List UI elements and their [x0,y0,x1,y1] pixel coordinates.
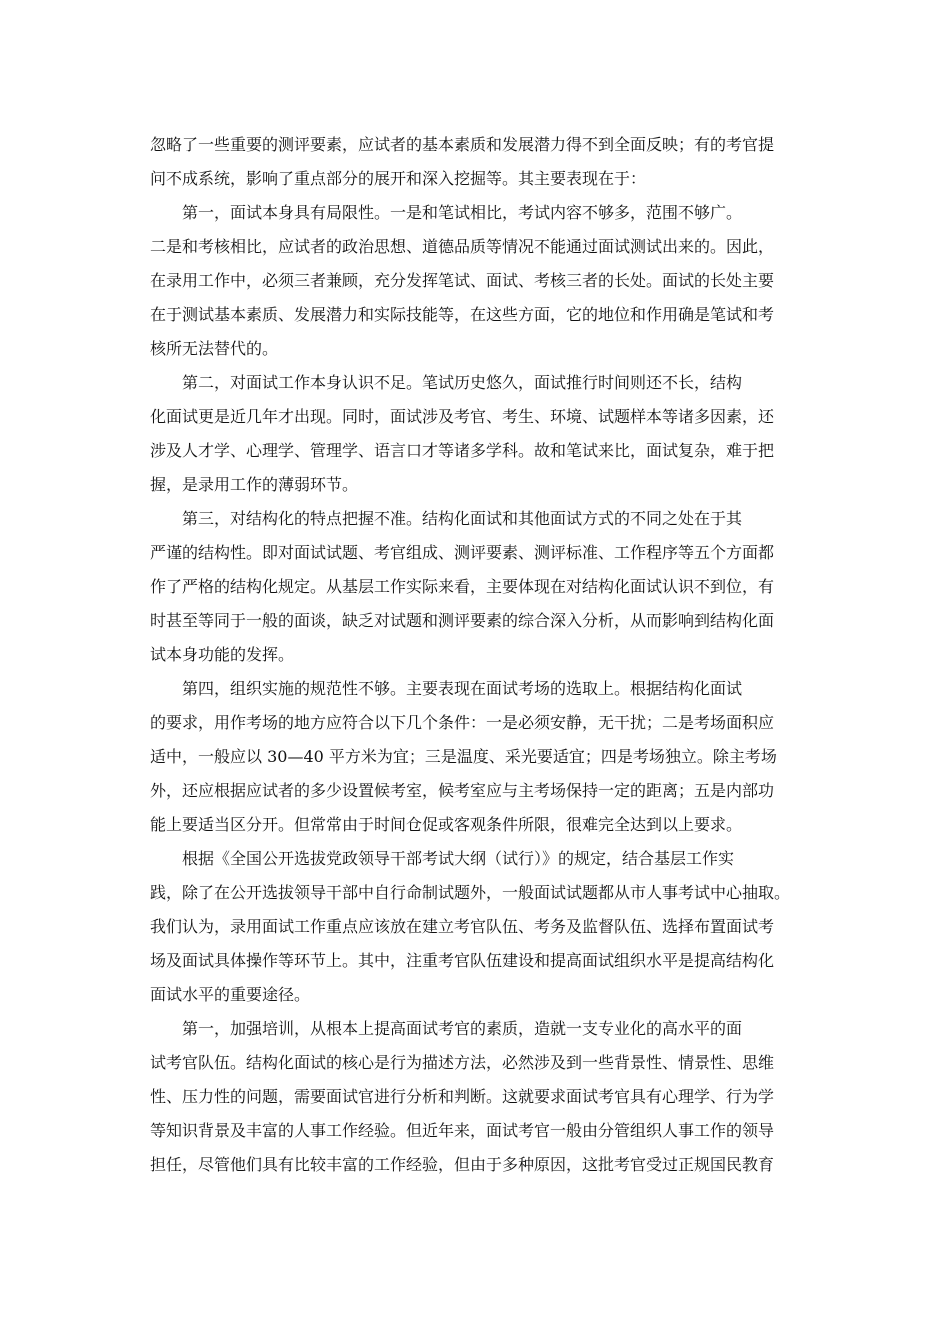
text-line: 第二，对面试工作本身认识不足。笔试历史悠久，面试推行时间则还不长，结构 [150,373,743,392]
text-line: 握，是录用工作的薄弱环节。 [150,475,359,494]
text-line: 时甚至等同于一般的面谈，缺乏对试题和测评要素的综合深入分析，从而影响到结构化面 [150,611,775,630]
text-line: 我们认为，录用面试工作重点应该放在建立考官队伍、考务及监督队伍、选择布置面试考 [150,917,775,936]
text-line: 二是和考核相比，应试者的政治思想、道德品质等情况不能通过面试测试出来的。因此， [150,237,775,256]
text-line: 试考官队伍。结构化面试的核心是行为描述方法，必然涉及到一些背景性、情景性、思维 [150,1053,775,1072]
text-line: 第一，加强培训，从根本上提高面试考官的素质，造就一支专业化的高水平的面 [150,1019,743,1038]
text-line: 根据《全国公开选拔党政领导干部考试大纲（试行）》的规定，结合基层工作实 [150,849,735,868]
paragraph-7 [150,1012,802,1182]
text-line: 第一，面试本身具有局限性。一是和笔试相比，考试内容不够多，范围不够广。 [150,203,743,222]
text-line: 性、压力性的问题，需要面试官进行分析和判断。这就要求面试考官具有心理学、行为学 [150,1087,775,1106]
text-line: 适中，一般应以 30—40 平方米为宜；三是温度、采光要适宜；四是考场独立。除主考场 [150,747,777,766]
text-line: 等知识背景及丰富的人事工作经验。但近年来，面试考官一般由分管组织人事工作的领导 [150,1121,775,1140]
text-line: 化面试更是近几年才出现。同时，面试涉及考官、考生、环境、试题样本等诸多因素，还 [150,407,775,426]
text-line: 第三，对结构化的特点把握不准。结构化面试和其他面试方式的不同之处在于其 [150,509,743,528]
text-line: 涉及人才学、心理学、管理学、语言口才等诸多学科。故和笔试来比，面试复杂，难于把 [150,441,775,460]
text-line: 面试水平的重要途径。 [150,985,311,1004]
text-line: 忽略了一些重要的测评要素，应试者的基本素质和发展潜力得不到全面反映；有的考官提 [150,135,775,154]
text-line: 试本身功能的发挥。 [150,645,295,664]
text-line: 核所无法替代的。 [150,339,279,358]
paragraph-4 [150,502,802,672]
text-line: 能上要适当区分开。但常常由于时间仓促或客观条件所限，很难完全达到以上要求。 [150,815,743,834]
text-line: 严谨的结构性。即对面试试题、考官组成、测评要素、测评标准、工作程序等五个方面都 [150,543,775,562]
paragraph-6 [150,842,802,1012]
text-line: 践，除了在公开选拔领导干部中自行命制试题外，一般面试试题都从市人事考试中心抽取。 [150,883,791,902]
text-line: 在录用工作中，必须三者兼顾，充分发挥笔试、面试、考核三者的长处。面试的长处主要 [150,271,775,290]
document-page [150,128,802,1182]
text-line: 外，还应根据应试者的多少设置候考室，候考室应与主考场保持一定的距离；五是内部功 [150,781,775,800]
text-line: 场及面试具体操作等环节上。其中，注重考官队伍建设和提高面试组织水平是提高结构化 [150,951,775,970]
text-line: 第四，组织实施的规范性不够。主要表现在面试考场的选取上。根据结构化面试 [150,679,743,698]
text-line: 在于测试基本素质、发展潜力和实际技能等，在这些方面，它的地位和作用确是笔试和考 [150,305,775,324]
paragraph-3 [150,366,802,502]
paragraph-5 [150,672,802,842]
paragraph-1 [150,128,802,196]
text-line: 担任，尽管他们具有比较丰富的工作经验，但由于多种原因，这批考官受过正规国民教育 [150,1155,775,1174]
text-line: 的要求，用作考场的地方应符合以下几个条件：一是必须安静，无干扰；二是考场面积应 [150,713,775,732]
text-line: 问不成系统，影响了重点部分的展开和深入挖掘等。其主要表现在于： [150,169,647,188]
paragraph-2 [150,196,802,366]
text-line: 作了严格的结构化规定。从基层工作实际来看，主要体现在对结构化面试认识不到位，有 [150,577,775,596]
